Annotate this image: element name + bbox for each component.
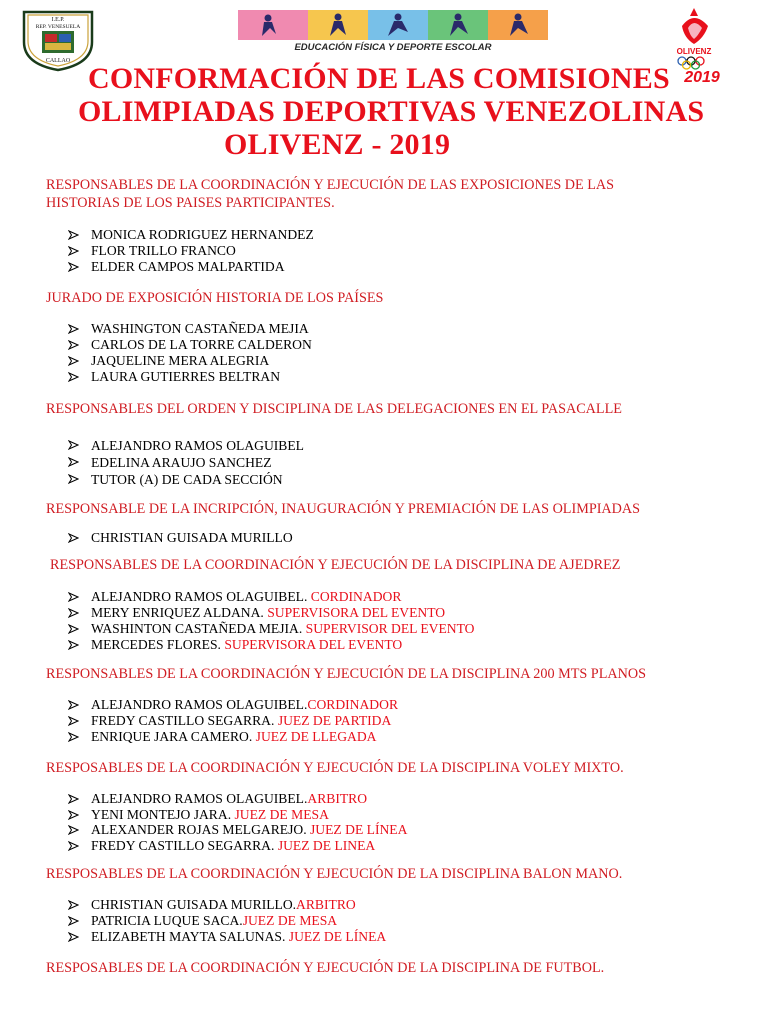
- section-heading: RESPONSABLES DE LA COORDINACIÓN Y EJECUCIÓN DE LAS EXPOSICIONES DE LAS: [46, 177, 615, 193]
- banner-caption: EDUCACIÓN FÍSICA Y DEPORTE ESCOLAR: [294, 42, 492, 52]
- arrow-bullet-icon: [68, 356, 79, 366]
- member-name: WASHINTON CASTAÑEDA MEJIA.: [91, 621, 306, 636]
- member-name: ENRIQUE JARA CAMERO.: [91, 729, 256, 744]
- member-role: ARBITRO: [296, 897, 356, 912]
- arrow-bullet-icon: [68, 732, 79, 742]
- arrow-bullet-icon: [68, 900, 79, 910]
- list-item: [68, 822, 407, 838]
- list-item: [68, 337, 312, 353]
- member-list: [68, 437, 304, 488]
- arrow-bullet-icon: [68, 230, 79, 240]
- list-item: [68, 454, 304, 471]
- arrow-bullet-icon: [68, 916, 79, 926]
- section-heading: HISTORIAS DE LOS PAISES PARTICIPANTES.: [46, 195, 335, 211]
- member-role: JUEZ DE MESA: [234, 806, 329, 822]
- section-heading: RESPOSABLES DE LA COORDINACIÓN Y EJECUCIÓN DE LA DISCIPLINA BALON MANO.: [46, 866, 623, 882]
- member-name: MERCEDES FLORES.: [91, 637, 225, 652]
- member-role: JUEZ DE LLEGADA: [255, 729, 377, 744]
- member-name: FLOR TRILLO FRANCO: [91, 243, 236, 258]
- list-item: [68, 697, 398, 713]
- member-name: CARLOS DE LA TORRE CALDERON: [91, 337, 312, 352]
- list-item: [68, 838, 407, 854]
- member-list: [68, 530, 293, 546]
- arrow-bullet-icon: [68, 825, 79, 835]
- list-item: [68, 791, 407, 807]
- member-name: ELDER CAMPOS MALPARTIDA: [91, 259, 285, 274]
- list-item: [68, 807, 407, 823]
- member-role: SUPERVISOR DEL EVENTO: [305, 621, 475, 636]
- olivenz-logo-year: 2019: [684, 69, 720, 86]
- arrow-bullet-icon: [68, 372, 79, 382]
- page-title-line-3: OLIVENZ - 2019: [224, 128, 451, 161]
- member-role: JUEZ DE LÍNEA: [288, 929, 387, 944]
- member-name: JAQUELINE MERA ALEGRIA: [91, 353, 270, 368]
- member-list: [68, 791, 407, 853]
- member-name: ALEXANDER ROJAS MELGAREJO.: [91, 822, 311, 837]
- arrow-bullet-icon: [68, 810, 79, 820]
- section-heading: RESPOSABLES DE LA COORDINACIÓN Y EJECUCIÓN DE LA DISCIPLINA VOLEY MIXTO.: [46, 760, 624, 776]
- list-item: [68, 929, 386, 945]
- list-item: [68, 353, 312, 369]
- crest-line-2: REP. VENESUELA: [35, 24, 81, 30]
- arrow-bullet-icon: [68, 932, 79, 942]
- member-name: WASHINGTON CASTAÑEDA MEJIA: [91, 321, 309, 336]
- list-item: [68, 369, 312, 385]
- list-item: [68, 621, 475, 637]
- member-name: EDELINA ARAUJO SANCHEZ: [91, 455, 272, 470]
- arrow-bullet-icon: [68, 624, 79, 634]
- list-item: [68, 713, 398, 729]
- list-item: [68, 227, 314, 243]
- list-item: [68, 471, 304, 488]
- school-crest-logo: [18, 8, 98, 72]
- member-name: ALEJANDRO RAMOS OLAGUIBEL: [91, 438, 304, 453]
- page-title-line-2: OLIMPIADAS DEPORTIVAS VENEZOLINAS: [78, 95, 705, 128]
- member-name: TUTOR (A) DE CADA SECCIÓN: [91, 472, 283, 487]
- member-role: SUPERVISORA DEL EVENTO: [267, 605, 446, 620]
- member-name: LAURA GUTIERRES BELTRAN: [91, 369, 281, 384]
- arrow-bullet-icon: [68, 246, 79, 256]
- arrow-bullet-icon: [68, 592, 79, 602]
- section-heading: RESPOSABLES DE LA COORDINACIÓN Y EJECUCIÓN DE LA DISCIPLINA DE FUTBOL.: [46, 960, 605, 976]
- list-item: [68, 897, 386, 913]
- arrow-bullet-icon: [68, 700, 79, 710]
- arrow-bullet-icon: [68, 640, 79, 650]
- member-name: ALEJANDRO RAMOS OLAGUIBEL.: [91, 589, 311, 604]
- member-list: [68, 697, 398, 745]
- arrow-bullet-icon: [68, 340, 79, 350]
- member-role: CORDINADOR: [307, 697, 399, 712]
- section-heading: RESPONSABLES DE LA COORDINACIÓN Y EJECUCIÓN DE LA DISCIPLINA 200 MTS PLANOS: [46, 666, 646, 682]
- arrow-bullet-icon: [68, 533, 79, 543]
- member-name: YENI MONTEJO JARA.: [91, 806, 235, 822]
- member-role: SUPERVISORA DEL EVENTO: [224, 637, 403, 652]
- member-role: JUEZ DE LINEA: [277, 837, 376, 853]
- member-list: [68, 321, 312, 385]
- member-role: JUEZ DE LÍNEA: [310, 822, 408, 837]
- arrow-bullet-icon: [68, 324, 79, 334]
- olivenz-logo: [664, 4, 728, 86]
- list-item: [68, 530, 293, 546]
- list-item: [68, 321, 312, 337]
- member-role: ARBITRO: [307, 791, 368, 806]
- member-name: CHRISTIAN GUISADA MURILLO.: [91, 897, 297, 912]
- arrow-bullet-icon: [68, 457, 79, 467]
- olivenz-logo-text: OLIVENZ: [676, 47, 712, 56]
- crest-line-3: CALLAO: [45, 58, 71, 64]
- arrow-bullet-icon: [68, 474, 79, 484]
- member-name: PATRICIA LUQUE SACA.: [91, 913, 243, 928]
- list-item: [68, 637, 475, 653]
- arrow-bullet-icon: [68, 841, 79, 851]
- member-name: ELIZABETH MAYTA SALUNAS.: [91, 929, 289, 944]
- list-item: [68, 913, 386, 929]
- member-name: ALEJANDRO RAMOS OLAGUIBEL.: [91, 697, 308, 712]
- arrow-bullet-icon: [68, 716, 79, 726]
- member-role: JUEZ DE PARTIDA: [277, 713, 392, 728]
- member-list: [68, 589, 475, 653]
- section-heading: RESPONSABLES DE LA COORDINACIÓN Y EJECUCIÓN DE LA DISCIPLINA DE AJEDREZ: [50, 557, 621, 573]
- member-name: MONICA RODRIGUEZ HERNANDEZ: [91, 227, 314, 242]
- member-list: [68, 897, 386, 945]
- section-heading: RESPONSABLE DE LA INCRIPCIÓN, INAUGURACIÓN Y PREMIACIÓN DE LAS OLIMPIADAS: [46, 501, 641, 517]
- member-name: ALEJANDRO RAMOS OLAGUIBEL.: [91, 791, 308, 806]
- member-name: FREDY CASTILLO SEGARRA.: [91, 713, 278, 728]
- page-title-line-1: CONFORMACIÓN DE LAS COMISIONES: [88, 62, 670, 95]
- member-name: MERY ENRIQUEZ ALDANA.: [91, 605, 268, 620]
- crest-line-1: I.E.P.: [51, 17, 65, 23]
- member-role: JUEZ DE MESA: [242, 913, 338, 928]
- arrow-bullet-icon: [68, 608, 79, 618]
- list-item: [68, 729, 398, 745]
- list-item: [68, 605, 475, 621]
- physical-education-banner: [238, 10, 548, 52]
- arrow-bullet-icon: [68, 794, 79, 804]
- member-role: CORDINADOR: [310, 589, 402, 604]
- arrow-bullet-icon: [68, 440, 79, 450]
- section-heading: JURADO DE EXPOSICIÓN HISTORIA DE LOS PAÍSES: [46, 290, 384, 306]
- list-item: [68, 437, 304, 454]
- member-name: FREDY CASTILLO SEGARRA.: [91, 837, 278, 853]
- member-name: CHRISTIAN GUISADA MURILLO: [91, 530, 293, 545]
- section-heading: RESPONSABLES DEL ORDEN Y DISCIPLINA DE LAS DELEGACIONES EN EL PASACALLE: [46, 401, 622, 417]
- list-item: [68, 259, 314, 275]
- arrow-bullet-icon: [68, 262, 79, 272]
- list-item: [68, 243, 314, 259]
- member-list: [68, 227, 314, 275]
- list-item: [68, 589, 475, 605]
